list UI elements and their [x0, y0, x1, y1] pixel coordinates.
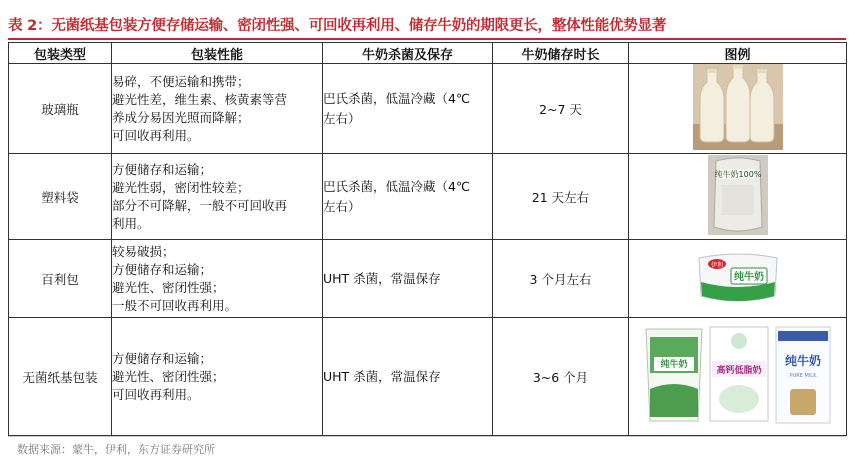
sterilization-method — [323, 240, 493, 318]
carton-1 — [646, 329, 702, 421]
package-performance — [112, 240, 323, 318]
package-type: 玻璃瓶 — [9, 64, 112, 154]
table-row — [9, 240, 847, 318]
performance-line: 方便储存和运输； — [112, 350, 213, 366]
performance-line: 避光性、密闭性强； — [112, 279, 225, 295]
header-type: 包装类型 — [9, 43, 112, 64]
performance-line: 方便储存和运输； — [112, 261, 213, 277]
performance-line: 避光性弱，密闭性较差； — [112, 179, 250, 195]
glass-milk-bottles-icon — [693, 64, 783, 150]
sterilization-line: UHT 杀菌，常温保存 — [323, 270, 441, 286]
pack-label: 纯牛奶 — [733, 272, 764, 283]
performance-line: 可回收再利用。 — [112, 127, 200, 143]
table-title: 表 2：无菌纸基包装方便存储运输、密闭性强、可回收再利用、储存牛奶的期限更长，整体性能优势显著 — [8, 18, 667, 34]
carton-label: 高钙低脂奶 — [715, 366, 762, 376]
footer-divider — [8, 436, 846, 437]
pillow-pack-milk-icon — [695, 248, 781, 306]
performance-line: 利用。 — [112, 215, 150, 231]
carton-label: 纯牛奶 — [784, 354, 821, 368]
sterilization-line: 左右） — [323, 198, 361, 214]
package-performance — [112, 154, 323, 240]
performance-line: 避光性差，维生素、核黄素等营 — [112, 91, 288, 107]
header-shelf-life: 牛奶储存时长 — [493, 43, 629, 64]
carton-2 — [710, 327, 768, 421]
carton-label: 纯牛奶 — [659, 360, 688, 370]
sterilization-line: UHT 杀菌，常温保存 — [323, 368, 441, 384]
bag-label: 纯牛奶100% — [714, 170, 761, 179]
performance-line: 易碎，不便运输和携带； — [112, 73, 250, 89]
performance-line: 避光性、密闭性强； — [112, 368, 225, 384]
plastic-milk-bag-icon — [708, 155, 768, 235]
aseptic-carton-milk-icon — [640, 323, 836, 427]
performance-line: 一般不可回收再利用。 — [112, 297, 238, 313]
table-row — [9, 318, 847, 436]
header-illustration: 图例 — [629, 43, 847, 64]
package-performance — [112, 318, 323, 436]
sterilization-method — [323, 154, 493, 240]
sterilization-method — [323, 64, 493, 154]
header-sterilization: 牛奶杀菌及保存 — [323, 43, 493, 64]
carton-3 — [776, 327, 830, 423]
shelf-life: 21 天左右 — [493, 154, 629, 240]
table-row — [9, 154, 847, 240]
sterilization-method — [323, 318, 493, 436]
shelf-life: 2~7 天 — [493, 64, 629, 154]
performance-line: 可回收再利用。 — [112, 386, 200, 402]
table-row — [9, 64, 847, 154]
performance-line: 养成分易因光照而降解； — [112, 109, 250, 125]
package-type: 百利包 — [9, 240, 112, 318]
table-header-row — [9, 43, 847, 64]
performance-line: 部分不可降解，一般不可回收再 — [112, 197, 288, 213]
shelf-life: 3 个月左右 — [493, 240, 629, 318]
package-type: 塑料袋 — [9, 154, 112, 240]
header-performance: 包装性能 — [112, 43, 323, 64]
package-type: 无菌纸基包装 — [9, 318, 112, 436]
package-performance — [112, 64, 323, 154]
performance-line: 较易破损； — [112, 243, 175, 259]
data-source: 数据来源：蒙牛，伊利，东方证券研究所 — [17, 443, 215, 456]
sterilization-line: 左右） — [323, 110, 361, 126]
sterilization-line: 巴氏杀菌，低温冷藏（4℃ — [323, 90, 470, 106]
carton-sub-label: PURE MILK — [789, 373, 816, 379]
brand-logo: 伊利 — [710, 262, 723, 269]
sterilization-line: 巴氏杀菌，低温冷藏（4℃ — [323, 178, 470, 194]
performance-line: 方便储存和运输； — [112, 161, 213, 177]
title-divider — [8, 38, 846, 40]
shelf-life: 3~6 个月 — [493, 318, 629, 436]
packaging-comparison-table — [8, 42, 847, 436]
